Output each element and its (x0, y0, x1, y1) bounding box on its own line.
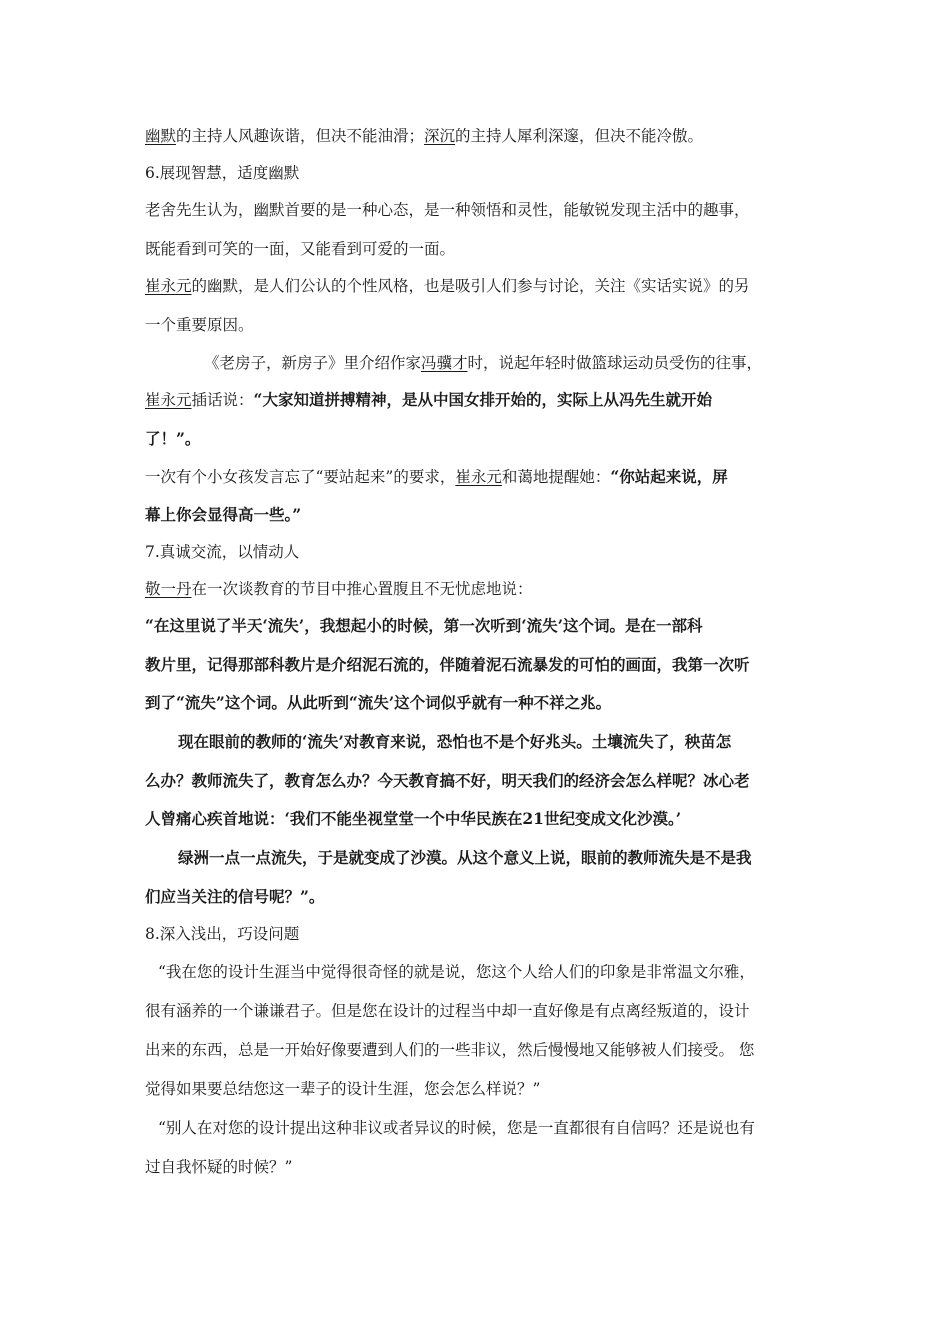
quote-confidence-line-1: “别人在对您的设计提出这种非议或者异议的时候，您是一直都很有自信吗？还是说也有 (158, 1119, 755, 1137)
bold-quote: “你站起来说，屏 (610, 467, 728, 486)
quote-oasis-line-1: 绿洲一点一点流失，于是就变成了沙漠。从这个意义上说，眼前的教师流失是不是我 (178, 848, 752, 867)
text-span: 的主持人犀利深邃，但决不能冷傲。 (455, 127, 704, 145)
text-span: 在一次谈教育的节目中推心置腹且不无忧虑地说： (191, 580, 533, 598)
quote-oasis-line-2: 们应当关注的信号呢？”。 (145, 887, 325, 906)
quote-design-line-2: 很有涵养的一个谦谦君子。但是您在设计的过程当中却一直好像是有点离经叛道的，设计 (145, 1002, 750, 1020)
person-name: 崔永元 (455, 468, 502, 486)
text-span: 《老房子，新房子》里介绍作家 (204, 354, 422, 372)
text-span: 和蔼地提醒她： (501, 468, 611, 486)
quote-design-line-4: 觉得如果要总结您这一辈子的设计生涯，您会怎么样说？” (145, 1080, 541, 1098)
text-span: 时，说起年轻时做篮球运动员受伤的往事， (467, 354, 763, 372)
paragraph-old-house-line-3: 了！”。 (145, 429, 201, 448)
paragraph-little-girl-line-1 (145, 466, 825, 488)
quote-confidence-line-2: 过自我怀疑的时候？” (145, 1158, 293, 1176)
quote-liushi-line-2: 教片里，记得那部科教片是介绍泥石流的，伴随着泥石流暴发的可怕的画面，我第一次听 (145, 655, 750, 674)
underlined-term: 深沉 (424, 127, 456, 145)
underlined-term: 幽默 (145, 127, 177, 145)
paragraph-humor-contrast (145, 125, 825, 147)
person-name: 冯骥才 (421, 354, 468, 372)
quote-design-line-1: “我在您的设计生涯当中觉得很奇怪的就是说，您这个人给人们的印象是非常温文尔雅， (158, 963, 755, 981)
text-span: 一次有个小女孩发言忘了“要站起来”的要求， (145, 468, 456, 486)
section-heading-8: 8.深入浅出，巧设问题 (145, 925, 300, 943)
quote-liushi-line-3: 到了“流失”这个词。从此听到“流失’这个词似乎就有一种不祥之兆。 (145, 693, 612, 712)
quote-teachers-line-3: 人曾痛心疾首地说：‘我们不能坐视堂堂一个中华民族在21世纪变成文化沙漠。’ (145, 809, 682, 828)
person-name: 崔永元 (145, 277, 192, 295)
text-span: 的幽默，是人们公认的个性风格，也是吸引人们参与讨论，关注《实话实说》的另 (191, 277, 750, 295)
paragraph-laoshe-line-1: 老舍先生认为，幽默首要的是一种心态，是一种领悟和灵性，能敏锐发现主活中的趣事， (145, 201, 750, 219)
person-name: 敬一丹 (145, 580, 192, 598)
paragraph-old-house-line-1 (204, 352, 824, 374)
paragraph-cui-humor-line-2: 一个重要原因。 (145, 316, 254, 334)
quote-teachers-line-1: 现在眼前的教师的‘流失’对教育来说，恐怕也不是个好兆头。土壤流失了，秧苗怎 (178, 732, 732, 751)
quote-teachers-line-2: 么办？教师流失了，教育怎么办？今天教育搞不好，明天我们的经济会怎么样呢？冰心老 (145, 771, 750, 790)
paragraph-little-girl-line-2: 幕上你会显得高一些。” (145, 505, 302, 524)
person-name: 崔永元 (145, 391, 192, 409)
text-span: 的主持人风趣诙谐，但决不能油滑； (176, 127, 425, 145)
quote-design-line-3: 出来的东西，总是一开始好像要遭到人们的一些非议，然后慢慢地又能够被人们接受。 您 (145, 1041, 755, 1059)
section-heading-6: 6.展现智慧，适度幽默 (145, 164, 300, 182)
paragraph-old-house-line-2 (145, 389, 825, 411)
paragraph-cui-humor-line-1 (145, 275, 825, 297)
text-span: 插话说： (191, 391, 254, 409)
bold-quote: “大家知道拼搏精神，是从中国女排开始的，实际上从冯先生就开始 (253, 390, 712, 409)
paragraph-jing-yidan-intro (145, 578, 825, 600)
quote-liushi-line-1: “在这里说了半天‘流失’，我想起小的时候，第一次听到‘流失’这个词。是在一部科 (145, 616, 703, 635)
paragraph-laoshe-line-2: 既能看到可笑的一面，又能看到可爱的一面。 (145, 240, 456, 258)
section-heading-7: 7.真诚交流，以情动人 (145, 543, 300, 561)
